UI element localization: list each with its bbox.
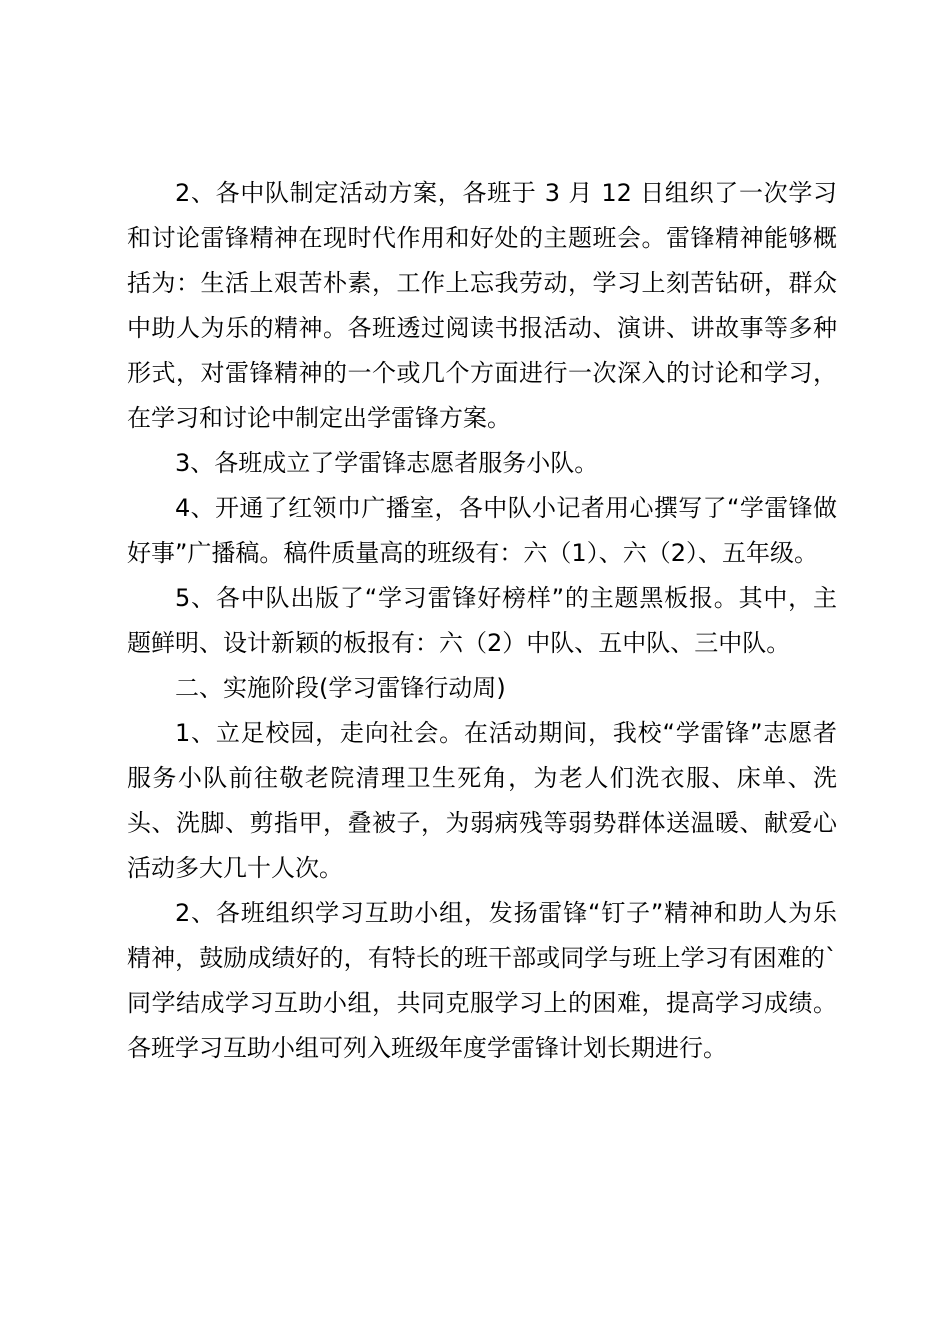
paragraph-item-4-broadcast-room: 4、开通了红领巾广播室，各中队小记者用心撰写了“学雷锋做好事”广播稿。稿件质量高的班级有：六（1）、六（2）、五年级。	[127, 494, 837, 567]
paragraph-item-2-activity-plan: 2、各中队制定活动方案，各班于 3 月 12 日组织了一次学习和讨论雷锋精神在现时代作用和好处的主题班会。雷锋精神能够概括为：生活上艰苦朴素，工作上忘我劳动，学习上刻苦钻研，群众中助人为乐的精神。各班透过阅读书报活动、演讲、讲故事等多种形式，对雷锋精神的一个或几个方面进行一次深入的讨论和学习，在学习和讨论中制定出学雷锋方案。	[127, 179, 837, 432]
paragraph-item-5-blackboard: 5、各中队出版了“学习雷锋好榜样”的主题黑板报。其中，主题鲜明、设计新颖的板报有：六（2）中队、五中队、三中队。	[127, 584, 837, 657]
paragraph-item-1-campus-society: 1、立足校园，走向社会。在活动期间，我校“学雷锋”志愿者服务小队前往敬老院清理卫生死角，为老人们洗衣服、床单、洗头、洗脚、剪指甲，叠被子，为弱病残等弱势群体送温暖、献爱心活动多大几十人次。	[127, 719, 837, 882]
section-heading-implementation: 二、实施阶段(学习雷锋行动周)	[175, 674, 506, 702]
document-body	[127, 171, 837, 1071]
paragraph-item-3-volunteer-team: 3、各班成立了学雷锋志愿者服务小队。	[175, 449, 599, 477]
paragraph-item-2-study-groups: 2、各班组织学习互助小组，发扬雷锋“钉子”精神和助人为乐精神，鼓励成绩好的，有特长的班干部或同学与班上学习有困难的`同学结成学习互助小组，共同克服学习上的困难，提高学习成绩。各班学习互助小组可列入班级年度学雷锋计划长期进行。	[127, 899, 837, 1062]
